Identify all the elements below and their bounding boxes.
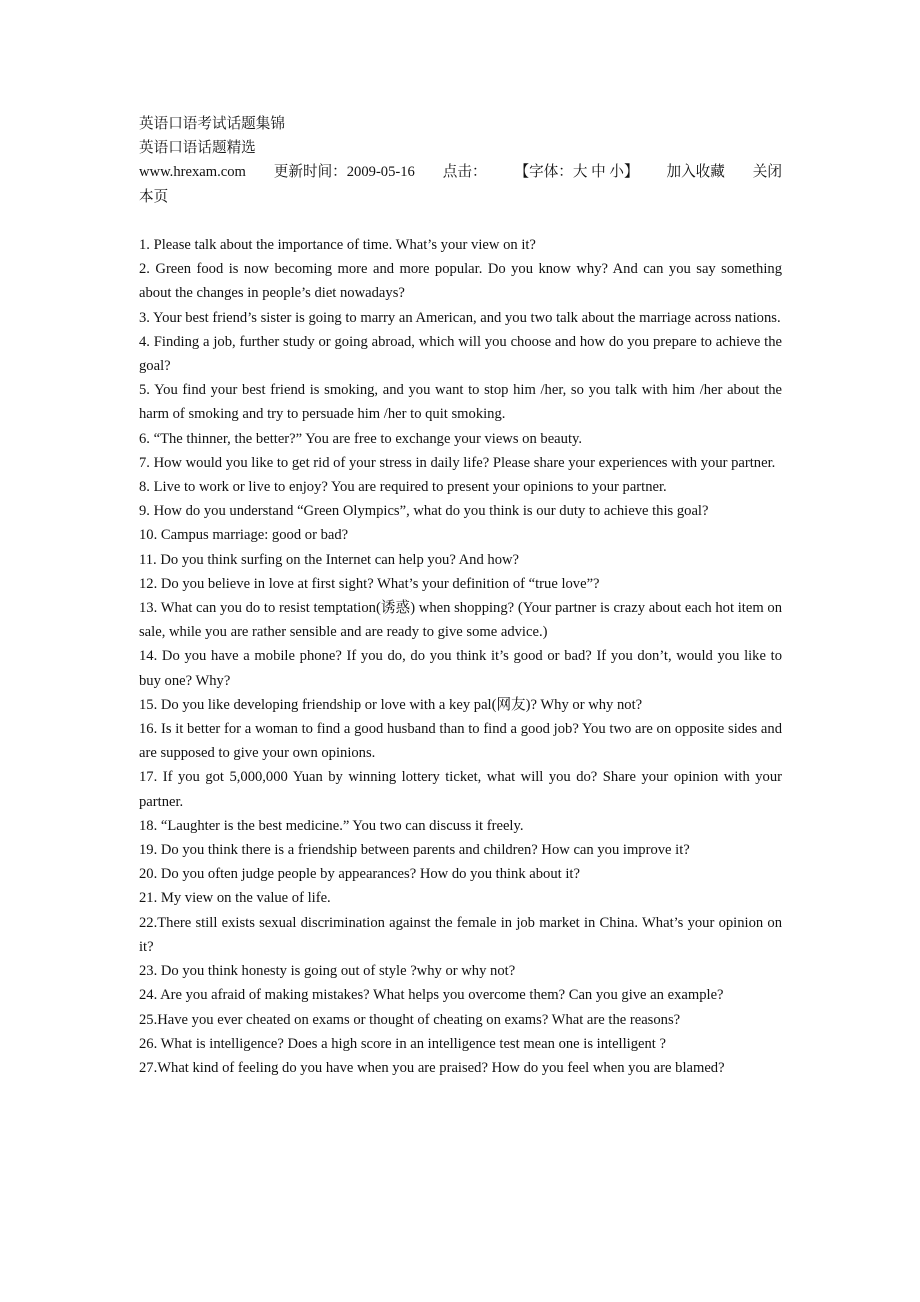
topic-item: 17. If you got 5,000,000 Yuan by winning lottery ticket, what will you do? Share your opinion with your partner. [139,769,782,810]
topic-item: 8. Live to work or live to enjoy? You are required to present your opinions to your partner. [139,479,667,496]
add-favorite-link[interactable]: 加入收藏 [666,164,725,181]
topic-item: 24. Are you afraid of making mistakes? What helps you overcome them? Can you give an example? [139,987,724,1004]
topic-item: 5. You find your best friend is smoking, and you want to stop him /her, so you talk with him /her about the harm of smoking and try to persuade him /her to quit smoking. [139,382,782,423]
close-page-link-continued[interactable]: 本页 [139,188,169,205]
topic-item: 16. Is it better for a woman to find a good husband than to find a good job? You two are on opposite sides and are supposed to give your own opinions. [139,721,782,762]
topic-item: 20. Do you often judge people by appearances? How do you think about it? [139,866,580,883]
topic-item: 25.Have you ever cheated on exams or thought of cheating on exams? What are the reasons? [139,1011,681,1028]
document-subtitle: 英语口语话题精选 [139,140,256,157]
topic-item: 12. Do you believe in love at first sight? What’s your definition of “true love”? [139,575,600,592]
topic-list [139,233,782,1080]
close-page-link[interactable]: 关闭 [752,164,782,181]
topic-item: 9. How do you understand “Green Olympics”, what do you think is our duty to achieve this goal? [139,503,709,520]
document-page [139,112,782,1080]
site-link[interactable]: www.hrexam.com [139,164,246,181]
topic-item: 19. Do you think there is a friendship between parents and children? How can you improve it? [139,842,690,859]
topic-item: 1. Please talk about the importance of time. What’s your view on it? [139,237,536,253]
topic-item: 4. Finding a job, further study or going abroad, which will you choose and how do you prepare to achieve the goal? [139,333,782,375]
topic-item: 13. What can you do to resist temptation(诱惑) when shopping? (Your partner is crazy about each hot item on sale, while you are rather sensible and are ready to give some advice.) [139,600,782,641]
topic-item: 11. Do you think surfing on the Internet can help you? And how? [139,551,520,568]
topic-item: 26. What is intelligence? Does a high score in an intelligence test mean one is intelligent ? [139,1035,666,1052]
meta-row [139,160,782,184]
topic-item: 27.What kind of feeling do you have when you are praised? How do you feel when you are blamed? [139,1059,725,1076]
topic-item: 22.There still exists sexual discrimination against the female in job market in China. What’s your opinion on it? [139,914,782,955]
topic-item: 21. My view on the value of life. [139,890,331,907]
topic-item: 2. Green food is now becoming more and more popular. Do you know why? And can you say something about the changes in people’s diet nowadays? [139,261,782,302]
topic-item: 14. Do you have a mobile phone? If you do, do you think it’s good or bad? If you don’t, would you like to buy one? Why? [139,648,782,689]
update-time: 更新时间：2009-05-16 [273,164,415,181]
topic-item: 10. Campus marriage: good or bad? [139,527,349,544]
topic-item: 15. Do you like developing friendship or love with a key pal(网友)? Why or why not? [139,696,643,713]
spacer [139,209,782,233]
topic-item: 23. Do you think honesty is going out of style ?why or why not? [139,963,516,980]
document-title: 英语口语考试话题集锦 [139,116,285,132]
topic-item: 6. “The thinner, the better?” You are free to exchange your views on beauty. [139,430,583,447]
topic-item: 18. “Laughter is the best medicine.” You two can discuss it freely. [139,817,524,834]
topic-item: 3. Your best friend’s sister is going to marry an American, and you two talk about the marriage across nations. [139,309,781,326]
click-count-label: 点击： [442,164,487,181]
font-size-options[interactable]: 【字体：大 中 小】 [514,164,639,181]
topic-item: 7. How would you like to get rid of your stress in daily life? Please share your experiences with your partner. [139,454,776,471]
